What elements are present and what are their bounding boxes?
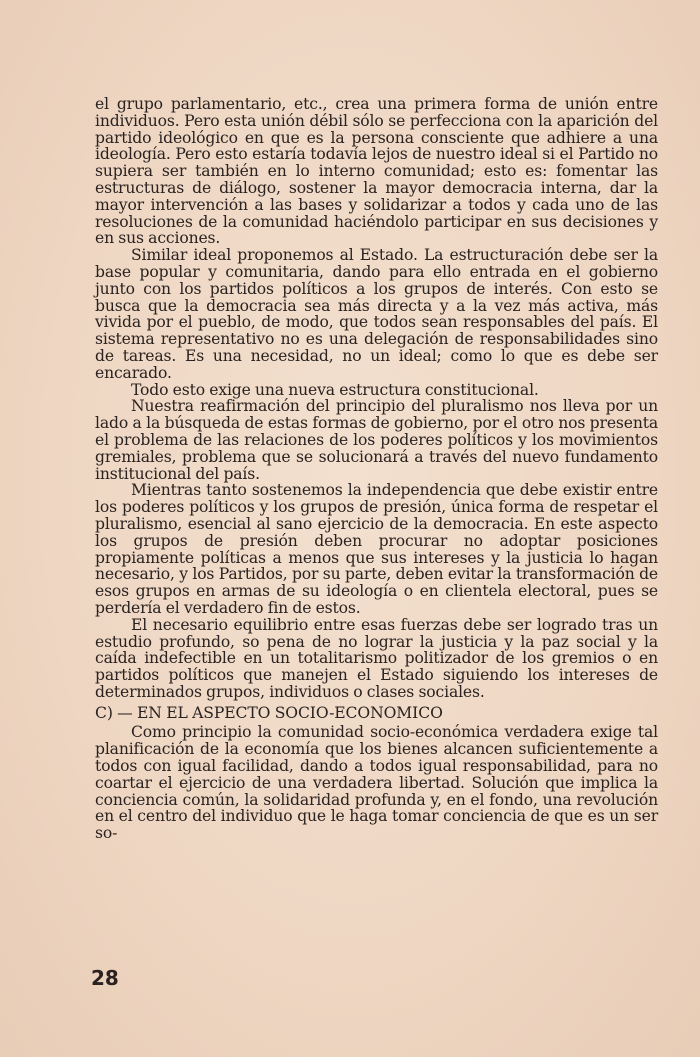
body-text [95,96,658,842]
paragraph: Todo esto exige una nueva estructura constitucional. [131,380,539,399]
page-number: 28 [91,966,119,990]
paragraph: Como principio la comunidad socio-económica verdadera exige tal planificación de la economía que los bienes alcancen suficientemente a todos con igual facilidad, dando a todos igual responsabilidad, para no coartar el ejercicio de una verdadera libertad. Solución que implica la conciencia común, la solidaridad profunda y, en el fondo, una revolución en el centro del individuo que le haga tomar conciencia de que es un ser so- [95,723,658,843]
paragraph: Nuestra reafirmación del principio del pluralismo nos lleva por un lado a la búsqueda de estas formas de gobierno, por el otro nos presenta el problema de las relaciones de los poderes políticos y los movimientos gremiales, problema que se solucionará a través del nuevo fundamento institucional del país. [95,397,658,483]
section-heading: C) — EN EL ASPECTO SOCIO-ECONOMICO [95,703,443,722]
paragraph: Mientras tanto sostenemos la independencia que debe existir entre los poderes políticos y los grupos de presión, única forma de respetar el pluralismo, esencial al sano ejercicio de la democracia. En este aspecto los grupos de presión deben procurar no adoptar posiciones propiamente políticas a menos que sus intereses y la justicia lo hagan necesario, y los Partidos, por su parte, deben evitar la transformación de esos grupos en armas de su ideología o en clientela electoral, pues se perdería el verdadero fin de estos. [95,481,658,617]
paragraph: Similar ideal proponemos al Estado. La estructuración debe ser la base popular y comunitaria, dando para ello entrada en el gobierno junto con los partidos políticos a los grupos de interés. Con esto se busca que la democracia sea más directa y a la vez más activa, más vivida por el pueblo, de modo, que todos sean responsables del país. El sistema representativo no es una delegación de responsabilidades sino de tareas. Es una necesidad, no un ideal; como lo que es debe ser encarado. [95,246,658,382]
paragraph: El necesario equilibrio entre esas fuerzas debe ser logrado tras un estudio profundo, so pena de no lograr la justicia y la paz social y la caída indefectible en un totalitarismo politizador de los gremios o en partidos políticos que manejen el Estado siguiendo los intereses de determinados grupos, individuos o clases sociales. [95,615,658,701]
paragraph: el grupo parlamentario, etc., crea una primera forma de unión entre individuos. Pero esta unión débil sólo se perfecciona con la aparición del partido ideológico en que es la persona consciente que adhiere a una ideología. Pero esto estaría todavía lejos de nuestro ideal si el Partido no supiera ser también en lo interno comunidad; esto es: fomentar las estructuras de diálogo, sostener la mayor democracia interna, dar la mayor intervención a las bases y solidarizar a todos y cada uno de las resoluciones de la comunidad haciéndolo participar en sus decisiones y en sus acciones. [95,95,658,248]
